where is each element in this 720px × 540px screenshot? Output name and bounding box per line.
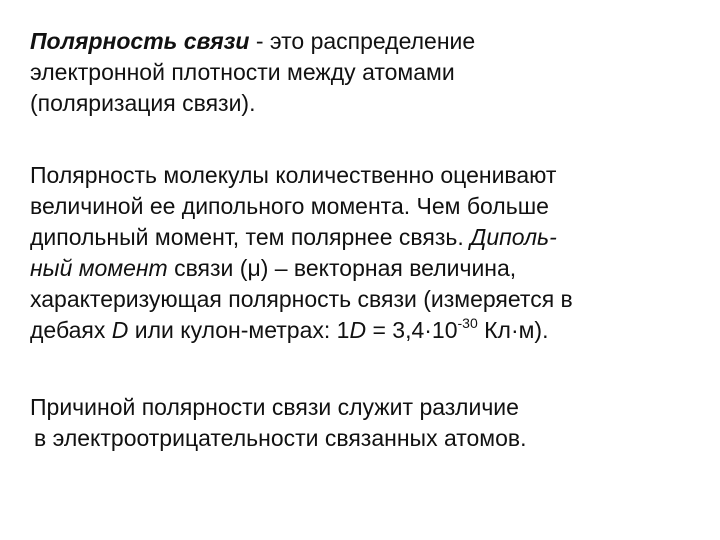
dipole-line-6 bbox=[30, 315, 573, 346]
dipole-line-5: характеризующая полярность связи (измеряется в bbox=[30, 286, 573, 312]
definition-term: Полярность связи bbox=[30, 28, 250, 54]
dipole-term-end: ный момент bbox=[30, 255, 168, 281]
dipole-paragraph bbox=[30, 160, 573, 346]
dipole-line-4 bbox=[30, 253, 573, 284]
cause-line-2: в электроотрицательности связанных атомов. bbox=[34, 425, 527, 451]
dipole-line-2: величиной ее дипольного момента. Чем больше bbox=[30, 193, 549, 219]
dipole-line-1: Полярность молекулы количественно оценивают bbox=[30, 162, 557, 188]
definition-line-3: (поляризация связи). bbox=[30, 90, 256, 116]
debye-symbol: D bbox=[111, 317, 129, 343]
definition-line-2: электронной плотности между атомами bbox=[30, 59, 455, 85]
debye-symbol-2: D bbox=[349, 317, 367, 343]
cause-line-1: Причиной полярности связи служит различие bbox=[30, 394, 519, 420]
dipole-line-3-text: дипольный момент, тем полярнее связь. bbox=[30, 224, 471, 250]
dipole-line-6-c: или кулон-метрах: 1 bbox=[128, 317, 350, 343]
definition-line-1 bbox=[30, 26, 475, 57]
cause-paragraph bbox=[30, 392, 527, 454]
dipole-line-4-text: связи (μ) – векторная величина, bbox=[167, 255, 517, 281]
exponent: -30 bbox=[457, 315, 478, 331]
definition-line-1-rest: - это распределение bbox=[249, 28, 476, 54]
dipole-line-6-e: = 3,4·10 bbox=[366, 317, 458, 343]
definition-paragraph bbox=[30, 26, 475, 119]
dipole-line-6-f: Кл·м). bbox=[477, 317, 549, 343]
dipole-line-3 bbox=[30, 222, 573, 253]
dipole-term-start: Диполь- bbox=[470, 224, 557, 250]
dipole-line-6-a: дебаях bbox=[30, 317, 112, 343]
